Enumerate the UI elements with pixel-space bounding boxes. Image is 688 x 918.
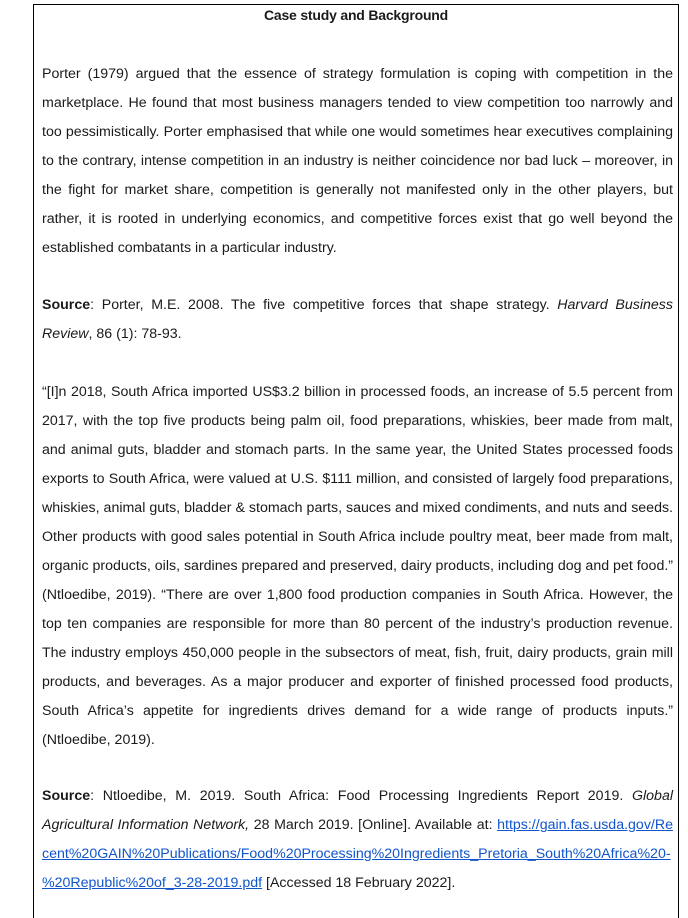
accessed-date: [Accessed 18 February 2022]. [262, 875, 456, 891]
source-label: Source [42, 297, 91, 313]
citation-text: : Porter, M.E. 2008. The five competitive forces that shape strategy. [90, 297, 558, 313]
source-label: Source [42, 788, 91, 804]
journal-name: Harvard Business Review [42, 297, 673, 342]
section-title: Case study and Background [263, 7, 449, 23]
document-box [33, 4, 679, 918]
source-citation-porter [42, 291, 673, 349]
report-link[interactable]: https://gain.fas.usda.gov/Recent%20GAIN%20Publications/Food%20Processing%20Ingredients_Pretoria_South%20Africa%20-%20Republic%20of_3-28-2019.pdf [42, 817, 673, 891]
porter-paragraph: Porter (1979) argued that the essence of strategy formulation is coping with competition in the marketplace. He found that most business managers tended to view competition too narrowly and too pessimistically. Porter emphasised that while one would sometimes hear executives complaining to the contrary, intense competition in an industry is neither coincidence nor bad luck – moreover, in the fight for market share, competition is generally not manifested only in the other players, but rather, it is rooted in underlying economics, and competitive forces exist that go well beyond the established combatants in a particular industry. [42, 66, 673, 256]
journal-name: Global Agricultural Information Network, [42, 788, 673, 833]
citation-details: 28 March 2019. [Online]. Available at: [249, 817, 498, 833]
citation-details: , 86 (1): 78-93. [88, 326, 182, 342]
south-africa-paragraph: “[I]n 2018, South Africa imported US$3.2 billion in processed foods, an increase of 5.5 percent from 2017, with the top five products being palm oil, food preparations, whiskies, beer made from malt, and animal guts, bladder and stomach parts. In the same year, the United States processed foods exports to South Africa, were valued at U.S. $111 million, and consisted of largely food preparations, whiskies, animal guts, bladder & stomach parts, sauces and mixed condiments, and nuts and seeds. Other products with good sales potential in South Africa include poultry meat, beer made from malt, organic products, oils, sardines prepared and preserved, dairy products, including dog and pet food.” (Ntloedibe, 2019). “There are over 1,800 food production companies in South Africa. However, the top ten companies are responsible for more than 80 percent of the industry’s production revenue. The industry employs 450,000 people in the subsectors of meat, fish, fruit, dairy products, grain mill products, and beverages. As a major producer and exporter of finished processed food products, South Africa’s appetite for ingredients drives demand for a wide range of products inputs.” (Ntloedibe, 2019). [42, 384, 673, 748]
citation-text: : Ntloedibe, M. 2019. South Africa: Food Processing Ingredients Report 2019. [90, 788, 632, 804]
source-citation-ntloedibe [42, 782, 673, 898]
